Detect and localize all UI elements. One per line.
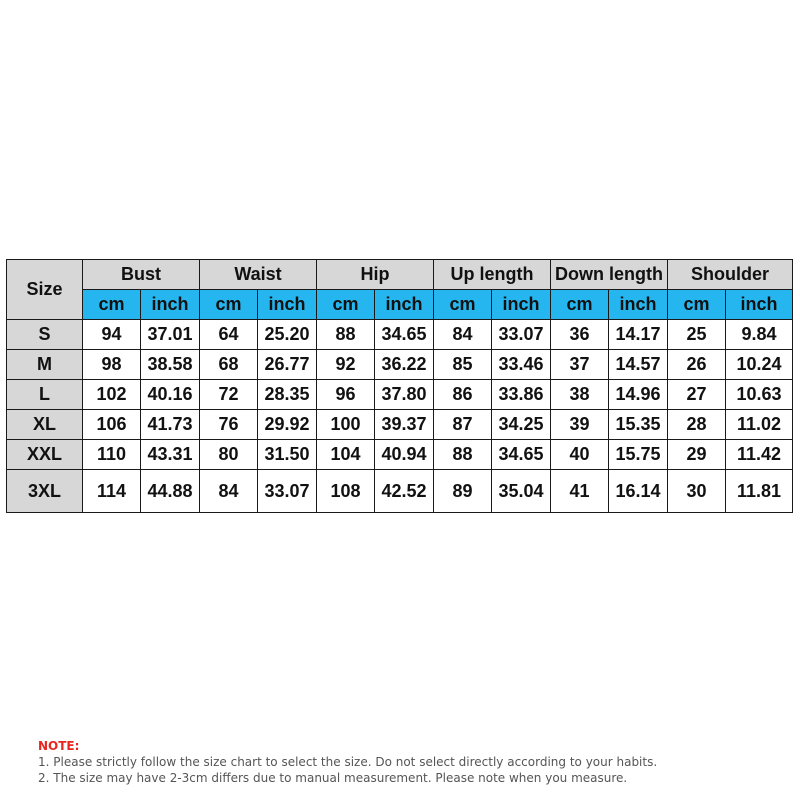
table-cell: 29 <box>668 440 726 470</box>
table-cell: 102 <box>83 380 141 410</box>
unit-header: cm <box>200 290 258 320</box>
table-cell: 15.35 <box>609 410 668 440</box>
table-cell: 25.20 <box>258 320 317 350</box>
table-cell: 85 <box>434 350 492 380</box>
group-header-hip: Hip <box>317 260 434 290</box>
table-cell: 35.04 <box>492 470 551 513</box>
table-cell: 34.65 <box>492 440 551 470</box>
table-cell: 31.50 <box>258 440 317 470</box>
table-cell: 33.07 <box>492 320 551 350</box>
table-cell: 114 <box>83 470 141 513</box>
table-cell: 94 <box>83 320 141 350</box>
table-row <box>7 320 793 350</box>
table-cell: 72 <box>200 380 258 410</box>
table-cell: 10.63 <box>726 380 793 410</box>
table-cell: 10.24 <box>726 350 793 380</box>
unit-header: inch <box>726 290 793 320</box>
table-cell: 16.14 <box>609 470 668 513</box>
table-cell: 100 <box>317 410 375 440</box>
table-cell: 27 <box>668 380 726 410</box>
table-cell: 14.57 <box>609 350 668 380</box>
size-label: S <box>7 320 83 350</box>
table-row <box>7 440 793 470</box>
size-label: M <box>7 350 83 380</box>
table-cell: 44.88 <box>141 470 200 513</box>
table-cell: 106 <box>83 410 141 440</box>
unit-header: cm <box>317 290 375 320</box>
size-label: 3XL <box>7 470 83 513</box>
note-line: 1. Please strictly follow the size chart to select the size. Do not select directly according to your habits. <box>38 755 658 769</box>
table-cell: 40.16 <box>141 380 200 410</box>
table-cell: 15.75 <box>609 440 668 470</box>
table-cell: 40.94 <box>375 440 434 470</box>
table-cell: 38.58 <box>141 350 200 380</box>
table-cell: 34.65 <box>375 320 434 350</box>
table-cell: 96 <box>317 380 375 410</box>
table-cell: 88 <box>317 320 375 350</box>
table-cell: 33.86 <box>492 380 551 410</box>
group-header-down-length: Down length <box>551 260 668 290</box>
table-cell: 9.84 <box>726 320 793 350</box>
unit-header: inch <box>492 290 551 320</box>
group-header-row <box>7 260 793 290</box>
table-cell: 110 <box>83 440 141 470</box>
table-cell: 38 <box>551 380 609 410</box>
unit-header: cm <box>83 290 141 320</box>
unit-header: cm <box>668 290 726 320</box>
table-cell: 84 <box>200 470 258 513</box>
table-cell: 37.01 <box>141 320 200 350</box>
table-cell: 36.22 <box>375 350 434 380</box>
table-cell: 11.42 <box>726 440 793 470</box>
table-cell: 86 <box>434 380 492 410</box>
table-cell: 28.35 <box>258 380 317 410</box>
table-cell: 104 <box>317 440 375 470</box>
table-cell: 84 <box>434 320 492 350</box>
table-cell: 33.07 <box>258 470 317 513</box>
group-header-waist: Waist <box>200 260 317 290</box>
table-cell: 43.31 <box>141 440 200 470</box>
table-cell: 108 <box>317 470 375 513</box>
table-cell: 11.02 <box>726 410 793 440</box>
table-cell: 37.80 <box>375 380 434 410</box>
table-cell: 36 <box>551 320 609 350</box>
group-header-up-length: Up length <box>434 260 551 290</box>
table-cell: 41.73 <box>141 410 200 440</box>
table-cell: 88 <box>434 440 492 470</box>
table-cell: 25 <box>668 320 726 350</box>
table-cell: 14.17 <box>609 320 668 350</box>
table-cell: 40 <box>551 440 609 470</box>
size-header: Size <box>7 260 83 320</box>
note-line: 2. The size may have 2-3cm differs due to manual measurement. Please note when you measure. <box>38 771 628 785</box>
table-cell: 37 <box>551 350 609 380</box>
table-cell: 39.37 <box>375 410 434 440</box>
size-chart-table <box>6 259 793 513</box>
table-cell: 34.25 <box>492 410 551 440</box>
table-row <box>7 470 793 513</box>
table-cell: 80 <box>200 440 258 470</box>
size-label: XL <box>7 410 83 440</box>
table-cell: 29.92 <box>258 410 317 440</box>
unit-header: cm <box>434 290 492 320</box>
table-row <box>7 350 793 380</box>
table-cell: 28 <box>668 410 726 440</box>
group-header-shoulder: Shoulder <box>668 260 793 290</box>
table-cell: 26.77 <box>258 350 317 380</box>
group-header-bust: Bust <box>83 260 200 290</box>
table-cell: 89 <box>434 470 492 513</box>
table-cell: 42.52 <box>375 470 434 513</box>
unit-header: inch <box>258 290 317 320</box>
table-cell: 30 <box>668 470 726 513</box>
unit-header: inch <box>609 290 668 320</box>
notes-section <box>38 738 778 786</box>
table-cell: 39 <box>551 410 609 440</box>
table-cell: 98 <box>83 350 141 380</box>
unit-header-row <box>7 290 793 320</box>
table-cell: 68 <box>200 350 258 380</box>
table-cell: 92 <box>317 350 375 380</box>
table-row <box>7 410 793 440</box>
unit-header: cm <box>551 290 609 320</box>
table-cell: 14.96 <box>609 380 668 410</box>
table-cell: 11.81 <box>726 470 793 513</box>
table-cell: 87 <box>434 410 492 440</box>
table-row <box>7 380 793 410</box>
size-label: L <box>7 380 83 410</box>
table-cell: 41 <box>551 470 609 513</box>
unit-header: inch <box>375 290 434 320</box>
table-cell: 26 <box>668 350 726 380</box>
unit-header: inch <box>141 290 200 320</box>
table-cell: 64 <box>200 320 258 350</box>
table-cell: 76 <box>200 410 258 440</box>
size-label: XXL <box>7 440 83 470</box>
table-cell: 33.46 <box>492 350 551 380</box>
note-title: NOTE: <box>38 739 80 753</box>
